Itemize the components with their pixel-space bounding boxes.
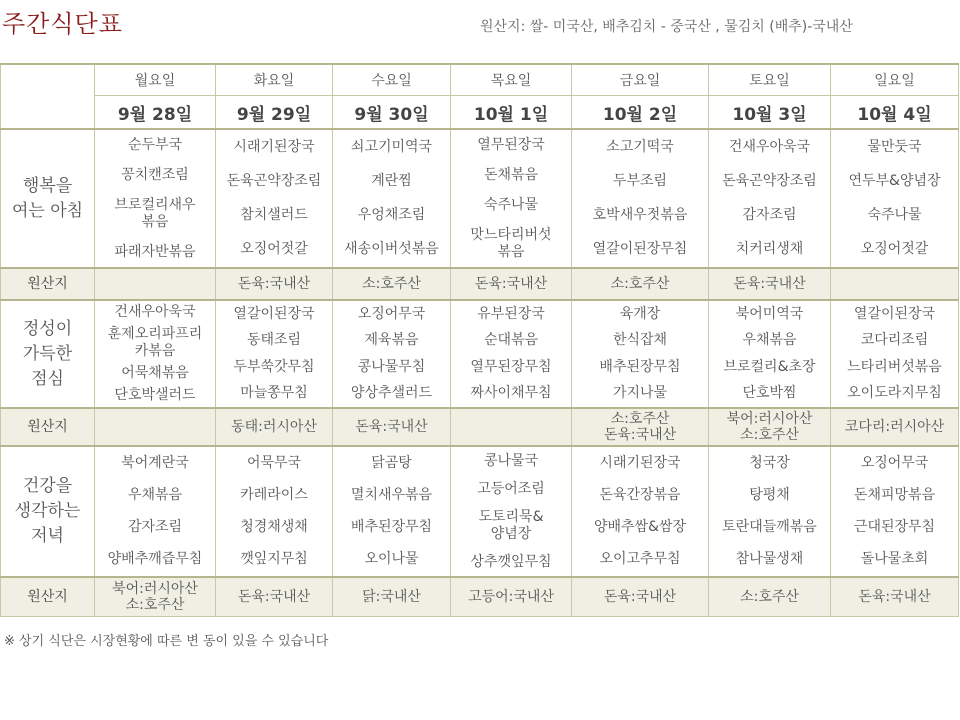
menu-item-list xyxy=(335,301,448,407)
menu-item: 토란대들깨볶음 xyxy=(722,519,817,536)
origin-cell: 고등어:국내산 xyxy=(451,577,572,617)
menu-item-list xyxy=(335,130,448,267)
menu-item-list xyxy=(711,130,828,267)
origin-cell: 돈육:국내산 xyxy=(572,577,709,617)
breakfast-cell xyxy=(216,129,333,268)
menu-item: 소고기떡국 xyxy=(606,138,674,155)
menu-item-list xyxy=(833,301,956,407)
menu-item: 열갈이된장국 xyxy=(233,305,315,322)
menu-item: 콩나물국 xyxy=(483,452,539,469)
origin-cell xyxy=(451,408,572,446)
origin-cell: 돈육:국내산 xyxy=(831,577,959,617)
menu-item: 짜사이채무침 xyxy=(470,385,552,402)
menu-item: 카레라이스 xyxy=(240,486,308,503)
day-date: 10월 4일 xyxy=(831,96,959,130)
menu-item: 청경채생채 xyxy=(240,519,308,536)
origin-cell xyxy=(95,268,216,300)
menu-item: 건새우아욱국 xyxy=(728,138,811,155)
menu-item-list xyxy=(453,301,569,407)
dinner-cell xyxy=(95,446,216,577)
menu-item: 북어미역국 xyxy=(735,305,804,322)
menu-item: 도토리묵& 양념장 xyxy=(478,508,544,542)
origin-cell: 동태:러시아산 xyxy=(216,408,333,446)
menu-item-list xyxy=(97,447,213,576)
lunch-cell xyxy=(572,300,709,408)
menu-item-list xyxy=(218,130,330,267)
origin-cell: 닭:국내산 xyxy=(333,577,451,617)
day-name: 화요일 xyxy=(216,64,333,96)
menu-item-list xyxy=(574,301,706,407)
menu-item: 단호박샐러드 xyxy=(114,387,196,404)
origin-cell: 소:호주산 xyxy=(333,268,451,300)
weekly-menu-table xyxy=(0,63,959,617)
menu-item-list xyxy=(453,130,569,267)
lunch-cell xyxy=(831,300,959,408)
menu-item: 오이나물 xyxy=(364,551,419,568)
breakfast-cell xyxy=(831,129,959,268)
menu-item: 열갈이된장무침 xyxy=(592,241,688,258)
origin-cell: 돈육:국내산 xyxy=(333,408,451,446)
menu-item: 맛느타리버섯 볶음 xyxy=(470,226,552,260)
origin-cell: 소:호주산 xyxy=(709,577,831,617)
menu-item: 돈육곤약장조림 xyxy=(722,172,817,189)
date-header-row xyxy=(1,96,959,130)
lunch-origin-row xyxy=(1,408,959,446)
menu-item: 코다리조림 xyxy=(860,332,929,349)
menu-item-list xyxy=(711,301,828,407)
origin-cell: 돈육:국내산 xyxy=(216,577,333,617)
day-date: 10월 3일 xyxy=(709,96,831,130)
menu-item: 시래기된장국 xyxy=(599,454,681,471)
footnote: ※ 상기 식단은 시장현황에 따른 변 동이 있을 수 있습니다 xyxy=(4,634,329,649)
menu-item: 동태조림 xyxy=(246,332,302,349)
dinner-cell xyxy=(572,446,709,577)
menu-item: 단호박찜 xyxy=(742,385,797,402)
origin-cell: 소:호주산 돈육:국내산 xyxy=(572,408,709,446)
day-date: 10월 1일 xyxy=(451,96,572,130)
dinner-cell xyxy=(831,446,959,577)
menu-item: 새송이버섯볶음 xyxy=(344,241,439,258)
menu-item: 돈채볶음 xyxy=(483,166,539,183)
menu-item: 제육볶음 xyxy=(364,332,419,349)
menu-item: 돈채피망볶음 xyxy=(853,486,936,503)
menu-item: 한식잡채 xyxy=(612,332,668,349)
menu-item: 쇠고기미역국 xyxy=(350,138,433,155)
day-name: 금요일 xyxy=(572,64,709,96)
lunch-cell xyxy=(216,300,333,408)
dinner-cell xyxy=(333,446,451,577)
menu-item: 브로컬리새우 볶음 xyxy=(114,196,196,230)
origin-cell: 코다리:러시아산 xyxy=(831,408,959,446)
dinner-cell xyxy=(451,446,572,577)
menu-item: 열무된장국 xyxy=(477,136,545,153)
menu-item: 돈육곤약장조림 xyxy=(226,172,322,189)
origin-cell: 북어:러시아산 소:호주산 xyxy=(709,408,831,446)
menu-item: 가지나물 xyxy=(612,385,668,402)
menu-item: 오징어무국 xyxy=(357,305,426,322)
menu-item: 감자조림 xyxy=(742,207,797,224)
menu-item: 마늘쫑무침 xyxy=(240,385,308,402)
menu-item: 훈제오리파프리 카볶음 xyxy=(107,325,203,359)
origin-note: 원산지: 쌀- 미국산, 배추김치 - 중국산 , 물김치 (배추)-국내산 xyxy=(480,19,853,35)
day-date: 9월 30일 xyxy=(333,96,451,130)
origin-label: 원산지 xyxy=(1,268,95,300)
menu-item: 근대된장무침 xyxy=(853,519,936,536)
lunch-cell xyxy=(95,300,216,408)
menu-item-list xyxy=(833,447,956,576)
day-name: 목요일 xyxy=(451,64,572,96)
menu-item-list xyxy=(335,447,448,576)
menu-item: 두부쑥갓무침 xyxy=(233,358,315,375)
origin-cell: 돈육:국내산 xyxy=(451,268,572,300)
menu-item: 육개장 xyxy=(619,305,661,322)
menu-item: 양배추쌈&쌈장 xyxy=(593,519,687,536)
menu-item: 양상추샐러드 xyxy=(350,385,433,402)
dinner-cell xyxy=(709,446,831,577)
breakfast-cell xyxy=(333,129,451,268)
breakfast-label: 행복을 여는 아침 xyxy=(1,129,95,268)
menu-item: 깻잎지무침 xyxy=(240,551,308,568)
menu-item-list xyxy=(97,301,213,407)
menu-item: 물만둣국 xyxy=(867,138,922,155)
menu-item: 숙주나물 xyxy=(483,196,539,213)
menu-item: 배추된장무침 xyxy=(350,519,433,536)
day-name: 수요일 xyxy=(333,64,451,96)
menu-item-list xyxy=(574,130,706,267)
menu-item: 감자조림 xyxy=(127,519,183,536)
day-name: 월요일 xyxy=(95,64,216,96)
menu-item: 유부된장국 xyxy=(477,305,545,322)
menu-item-list xyxy=(453,447,569,576)
menu-item: 북어계란국 xyxy=(121,454,189,471)
lunch-cell xyxy=(333,300,451,408)
menu-item: 브로컬리&초장 xyxy=(723,358,816,375)
menu-item: 참치샐러드 xyxy=(240,207,308,224)
menu-item: 느타리버섯볶음 xyxy=(847,358,942,375)
menu-item: 멸치새우볶음 xyxy=(350,486,433,503)
corner-cell xyxy=(1,64,95,129)
menu-item-list xyxy=(833,130,956,267)
menu-item: 호박새우젓볶음 xyxy=(592,207,688,224)
menu-item: 치커리생채 xyxy=(735,241,804,258)
day-date: 9월 29일 xyxy=(216,96,333,130)
menu-item-list xyxy=(218,301,330,407)
menu-item: 건새우아욱국 xyxy=(114,303,196,320)
menu-item-list xyxy=(97,130,213,267)
menu-item-list xyxy=(711,447,828,576)
origin-cell: 돈육:국내산 xyxy=(709,268,831,300)
day-name: 일요일 xyxy=(831,64,959,96)
menu-item: 고등어조림 xyxy=(477,480,545,497)
breakfast-origin-row xyxy=(1,268,959,300)
menu-item: 닭곰탕 xyxy=(371,454,412,471)
lunch-cell xyxy=(451,300,572,408)
day-date: 9월 28일 xyxy=(95,96,216,130)
lunch-row xyxy=(1,300,959,408)
origin-label: 원산지 xyxy=(1,408,95,446)
menu-item: 오징어무국 xyxy=(860,454,929,471)
menu-item: 어묵무국 xyxy=(246,454,302,471)
menu-item: 오징어젓갈 xyxy=(860,241,929,258)
dinner-label: 건강을 생각하는 저녁 xyxy=(1,446,95,577)
menu-item: 계란찜 xyxy=(371,172,412,189)
menu-item: 돌나물초회 xyxy=(860,551,929,568)
menu-item: 돈육간장볶음 xyxy=(599,486,681,503)
menu-item-list xyxy=(574,447,706,576)
day-date: 10월 2일 xyxy=(572,96,709,130)
dinner-origin-row xyxy=(1,577,959,617)
menu-item: 꽁치캔조림 xyxy=(121,166,189,183)
menu-item: 청국장 xyxy=(749,454,790,471)
menu-item: 탕평채 xyxy=(749,486,790,503)
breakfast-cell xyxy=(572,129,709,268)
origin-cell: 돈육:국내산 xyxy=(216,268,333,300)
origin-cell: 소:호주산 xyxy=(572,268,709,300)
menu-item: 참나물생채 xyxy=(735,551,804,568)
menu-item: 두부조림 xyxy=(612,172,668,189)
menu-item-list xyxy=(218,447,330,576)
menu-item: 배추된장무침 xyxy=(599,358,681,375)
dinner-row xyxy=(1,446,959,577)
breakfast-row xyxy=(1,129,959,268)
lunch-label: 정성이 가득한 점심 xyxy=(1,300,95,408)
menu-item: 순대볶음 xyxy=(483,332,539,349)
lunch-cell xyxy=(709,300,831,408)
breakfast-cell xyxy=(95,129,216,268)
menu-item: 콩나물무침 xyxy=(357,358,426,375)
menu-item: 우채볶음 xyxy=(127,486,183,503)
breakfast-cell xyxy=(709,129,831,268)
menu-item: 양배추깨즙무침 xyxy=(107,551,203,568)
menu-item: 숙주나물 xyxy=(867,207,922,224)
menu-item: 시래기된장국 xyxy=(233,138,315,155)
dinner-cell xyxy=(216,446,333,577)
menu-item: 오이고추무침 xyxy=(599,551,681,568)
origin-label: 원산지 xyxy=(1,577,95,617)
origin-cell xyxy=(831,268,959,300)
menu-item: 오징어젓갈 xyxy=(240,241,308,258)
menu-item: 열갈이된장국 xyxy=(853,305,936,322)
origin-cell xyxy=(95,408,216,446)
menu-item: 상추깻잎무침 xyxy=(470,553,552,570)
menu-item: 파래자반볶음 xyxy=(114,243,196,260)
menu-item: 우채볶음 xyxy=(742,332,797,349)
breakfast-cell xyxy=(451,129,572,268)
menu-item: 순두부국 xyxy=(127,136,183,153)
menu-item: 어묵채볶음 xyxy=(121,365,189,382)
menu-item: 오이도라지무침 xyxy=(847,385,942,402)
day-header-row xyxy=(1,64,959,96)
day-name: 토요일 xyxy=(709,64,831,96)
menu-item: 연두부&양념장 xyxy=(848,172,941,189)
menu-item: 열무된장무침 xyxy=(470,358,552,375)
page-title: 주간식단표 xyxy=(2,10,123,38)
menu-item: 우엉채조림 xyxy=(357,207,426,224)
origin-cell: 북어:러시아산 소:호주산 xyxy=(95,577,216,617)
